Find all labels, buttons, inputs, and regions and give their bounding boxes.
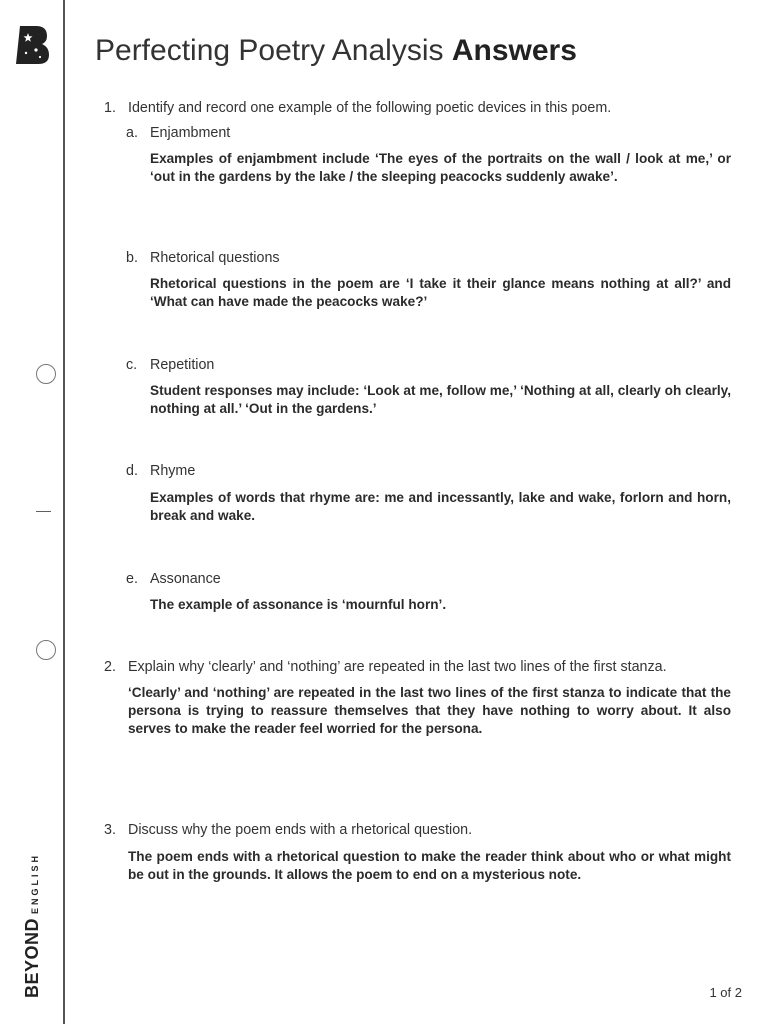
part-label: Enjambment: [150, 125, 231, 141]
part-answer: Rhetorical questions in the poem are ‘I take it their glance means nothing at all?’ and ‘What can have made the peacocks wake?’: [150, 276, 731, 310]
beyond-logo-icon: [14, 24, 52, 66]
question-number: 2.: [104, 659, 116, 675]
title-bold: Answers: [451, 34, 577, 67]
question-answer: ‘Clearly’ and ‘nothing’ are repeated in the last two lines of the first stanza to indicate that the persona is trying to reassure themselves that they have nothing to worry about. It also serves to make the reader feel worried for the persona.: [128, 685, 731, 737]
punch-hole-top: [36, 364, 56, 384]
part-letter: b.: [126, 250, 138, 266]
part-answer: Student responses may include: ‘Look at me, follow me,’ ‘Nothing at all, clearly oh clearly, nothing at all.’ ‘Out in the gardens.’: [150, 383, 731, 417]
part-label: Rhyme: [150, 463, 196, 479]
question-number: 3.: [104, 822, 116, 838]
part-letter: c.: [126, 357, 138, 373]
part-label: Repetition: [150, 357, 215, 373]
part-letter: e.: [126, 571, 138, 587]
part-answer: Examples of enjambment include ‘The eyes of the portraits on the wall / look at me,’ or ‘out in the gardens by the lake / the sleeping peacocks suddenly awake’.: [150, 151, 731, 185]
question-number: 1.: [104, 100, 116, 116]
part-answer: The example of assonance is ‘mournful horn’.: [150, 597, 447, 612]
page-title: [95, 34, 577, 68]
brand-sub: ENGLISH: [30, 852, 40, 914]
question-text: Explain why ‘clearly’ and ‘nothing’ are repeated in the last two lines of the first stanza.: [128, 659, 667, 675]
brand-wordmark: [22, 853, 43, 998]
page-number: 1 of 2: [709, 985, 742, 1000]
brand-name: BEYOND: [22, 917, 42, 998]
question-answer: The poem ends with a rhetorical question to make the reader think about who or what might be out in the grounds. It allows the poem to end on a mysterious note.: [128, 849, 731, 883]
part-label: Rhetorical questions: [150, 250, 280, 266]
fold-mark: [36, 511, 51, 512]
title-main: Perfecting Poetry Analysis: [95, 34, 444, 67]
punch-hole-bottom: [36, 640, 56, 660]
part-label: Assonance: [150, 571, 221, 587]
question-text: Identify and record one example of the following poetic devices in this poem.: [128, 100, 612, 116]
part-letter: d.: [126, 463, 138, 479]
part-answer: Examples of words that rhyme are: me and incessantly, lake and wake, forlorn and horn, break and wake.: [150, 490, 731, 524]
question-text: Discuss why the poem ends with a rhetorical question.: [128, 822, 473, 838]
margin-line: [63, 0, 65, 1024]
part-letter: a.: [126, 125, 138, 141]
